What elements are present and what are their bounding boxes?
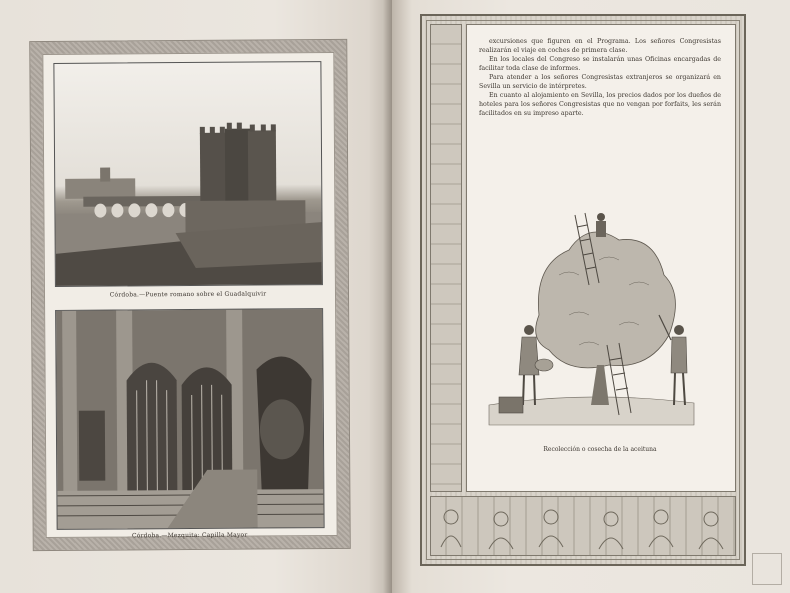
body-text — [479, 37, 721, 118]
paragraph: En los locales del Congreso se instalarán unas Oficinas encargadas de facilitar toda clase de informes. — [479, 56, 721, 72]
photo-plate-frame — [29, 39, 351, 551]
caption-roman-bridge: Córdoba.—Puente romano sobre el Guadalquivir — [109, 290, 267, 299]
photo-mezquita-capilla-mayor — [55, 308, 325, 530]
ornamental-border — [420, 14, 746, 566]
photo-roman-bridge-cordoba — [53, 61, 323, 287]
paragraph: En cuanto al alojamiento en Sevilla, los precios dados por los dueños de hoteles para los señores Congresistas que no vengan por forfaits, les serán facilitados en su impreso aparte. — [479, 92, 721, 117]
bridge-tower-illustration — [54, 62, 322, 286]
cherubs-frieze-icon — [431, 497, 735, 555]
olive-tree-engraving — [479, 175, 703, 455]
olive-harvest-illustration — [479, 175, 721, 463]
paragraph: Para atender a los señores Congresistas extranjeros se organizará en Sevilla un servicio de intérpretes. — [479, 74, 721, 90]
left-page — [0, 0, 392, 593]
illustration-caption: Recolección o cosecha de la aceituna — [543, 446, 657, 453]
paragraph: excursiones que figuren en el Programa. Los señores Congresistas realizarán el viaje en coches de primera clase. — [479, 38, 721, 54]
right-page — [392, 0, 790, 593]
cathedral-interior-illustration — [56, 309, 324, 529]
text-panel — [466, 24, 736, 492]
ornament-bottom-frieze — [430, 496, 736, 556]
ornament-left-column — [430, 24, 462, 492]
photo-plate — [42, 52, 337, 538]
library-stamp — [752, 553, 782, 585]
caption-capilla-mayor: Córdoba.—Mezquita: Capilla Mayor — [131, 531, 248, 540]
